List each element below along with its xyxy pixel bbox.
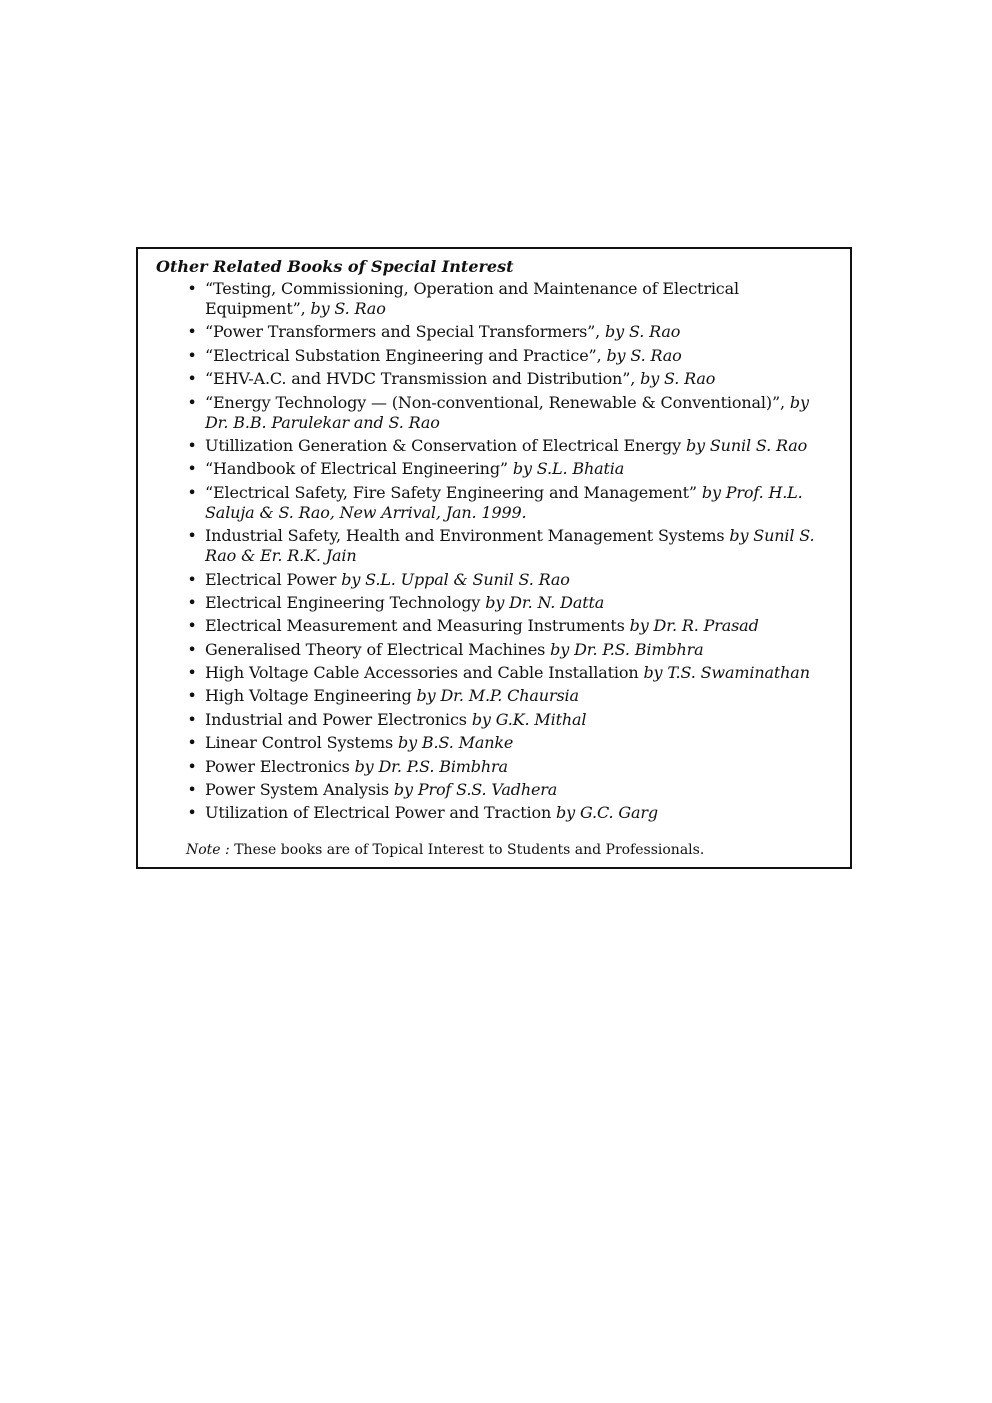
book-author: by Sunil S. Rao & Er. R.K. Jain <box>205 526 815 566</box>
book-title: Generalised Theory of Electrical Machines <box>205 639 546 659</box>
book-title: Electrical Measurement and Measuring Instruments <box>205 616 625 636</box>
book-item <box>187 435 832 456</box>
book-title: Utilization of Electrical Power and Traction <box>205 803 552 823</box>
book-title: Linear Control Systems <box>205 733 394 753</box>
bullet-icon: • <box>187 686 197 706</box>
bullet-icon: • <box>187 435 197 455</box>
bullet-icon: • <box>187 392 197 412</box>
note <box>186 841 832 859</box>
book-item <box>187 780 832 800</box>
bullet-icon: • <box>187 279 197 298</box>
book-author: by T.S. Swaminathan <box>643 663 810 683</box>
book-item <box>187 616 832 636</box>
book-item <box>187 803 832 823</box>
book-item <box>187 345 832 366</box>
bullet-icon: • <box>187 369 197 389</box>
book-title: “Energy Technology — (Non-conventional, Renewable & Conventional)”, <box>205 392 785 412</box>
bullet-icon: • <box>187 569 197 589</box>
book-title: High Voltage Cable Accessories and Cable Installation <box>205 663 639 683</box>
book-author: by G.K. Mithal <box>471 709 587 729</box>
bullet-icon: • <box>187 526 197 546</box>
book-item <box>187 279 832 319</box>
bullet-icon: • <box>187 733 197 753</box>
book-item <box>187 526 832 566</box>
bullet-icon: • <box>187 709 197 729</box>
book-title: “Electrical Safety, Fire Safety Engineering and Management” <box>205 482 697 502</box>
book-author: by G.C. Garg <box>556 803 658 823</box>
book-item <box>187 369 832 389</box>
book-item <box>187 639 832 660</box>
bullet-icon: • <box>187 459 197 479</box>
book-author: by Sunil S. Rao <box>685 435 808 455</box>
book-title: Electrical Power <box>205 569 337 589</box>
book-title: “Handbook of Electrical Engineering” <box>205 459 508 479</box>
book-item <box>187 663 832 683</box>
book-title: Industrial Safety, Health and Environment Management Systems <box>205 526 725 546</box>
book-author: by Prof S.S. Vadhera <box>393 780 558 800</box>
book-item <box>187 482 832 523</box>
book-list <box>156 279 832 823</box>
box-heading: Other Related Books of Special Interest <box>156 257 514 276</box>
book-title: “Testing, Commissioning, Operation and Maintenance of Electrical Equipment”, <box>205 279 739 318</box>
book-item <box>187 686 832 706</box>
book-author: by Dr. P.S. Bimbhra <box>550 639 704 659</box>
book-title: “Power Transformers and Special Transformers”, <box>205 322 601 342</box>
book-author: by S. Rao <box>310 299 386 318</box>
book-item <box>187 459 832 479</box>
bullet-icon: • <box>187 663 197 683</box>
book-item <box>187 709 832 730</box>
bullet-icon: • <box>187 639 197 659</box>
book-item <box>187 569 832 590</box>
book-title: Electrical Engineering Technology <box>205 592 481 612</box>
book-author: by S. Rao <box>640 369 716 389</box>
book-title: Industrial and Power Electronics <box>205 709 467 729</box>
book-author: by Dr. M.P. Chaursia <box>416 686 579 706</box>
book-author: by B.S. Manke <box>398 733 514 753</box>
book-author: by Dr. N. Datta <box>485 592 605 612</box>
bullet-icon: • <box>187 322 197 342</box>
book-item <box>187 733 832 753</box>
bullet-icon: • <box>187 803 197 823</box>
book-item <box>187 392 832 433</box>
bullet-icon: • <box>187 345 197 365</box>
book-title: Power System Analysis <box>205 780 389 800</box>
book-title: Power Electronics <box>205 756 350 776</box>
bullet-icon: • <box>187 482 197 502</box>
note-label: Note : <box>186 842 230 859</box>
related-books-box <box>136 247 852 869</box>
book-title: “Electrical Substation Engineering and Practice”, <box>205 345 602 365</box>
book-item <box>187 322 832 342</box>
bullet-icon: • <box>187 780 197 800</box>
book-author: by S.L. Uppal & Sunil S. Rao <box>341 569 570 589</box>
book-title: “EHV-A.C. and HVDC Transmission and Distribution”, <box>205 369 636 389</box>
book-author: by S. Rao <box>605 322 681 342</box>
bullet-icon: • <box>187 756 197 776</box>
book-author: by Dr. P.S. Bimbhra <box>354 756 508 776</box>
book-author: by Dr. B.B. Parulekar and S. Rao <box>205 392 809 432</box>
book-author: by S. Rao <box>606 345 682 365</box>
book-author: by Dr. R. Prasad <box>629 616 759 636</box>
book-item <box>187 756 832 777</box>
book-title: High Voltage Engineering <box>205 686 412 706</box>
book-author: by Prof. H.L. Saluja & S. Rao, New Arrival, Jan. 1999. <box>205 482 803 522</box>
bullet-icon: • <box>187 592 197 612</box>
bullet-icon: • <box>187 616 197 636</box>
book-author: by S.L. Bhatia <box>512 459 625 479</box>
note-text: These books are of Topical Interest to Students and Professionals. <box>234 842 705 859</box>
book-title: Utillization Generation & Conservation of Electrical Energy <box>205 435 681 455</box>
book-item <box>187 592 832 613</box>
